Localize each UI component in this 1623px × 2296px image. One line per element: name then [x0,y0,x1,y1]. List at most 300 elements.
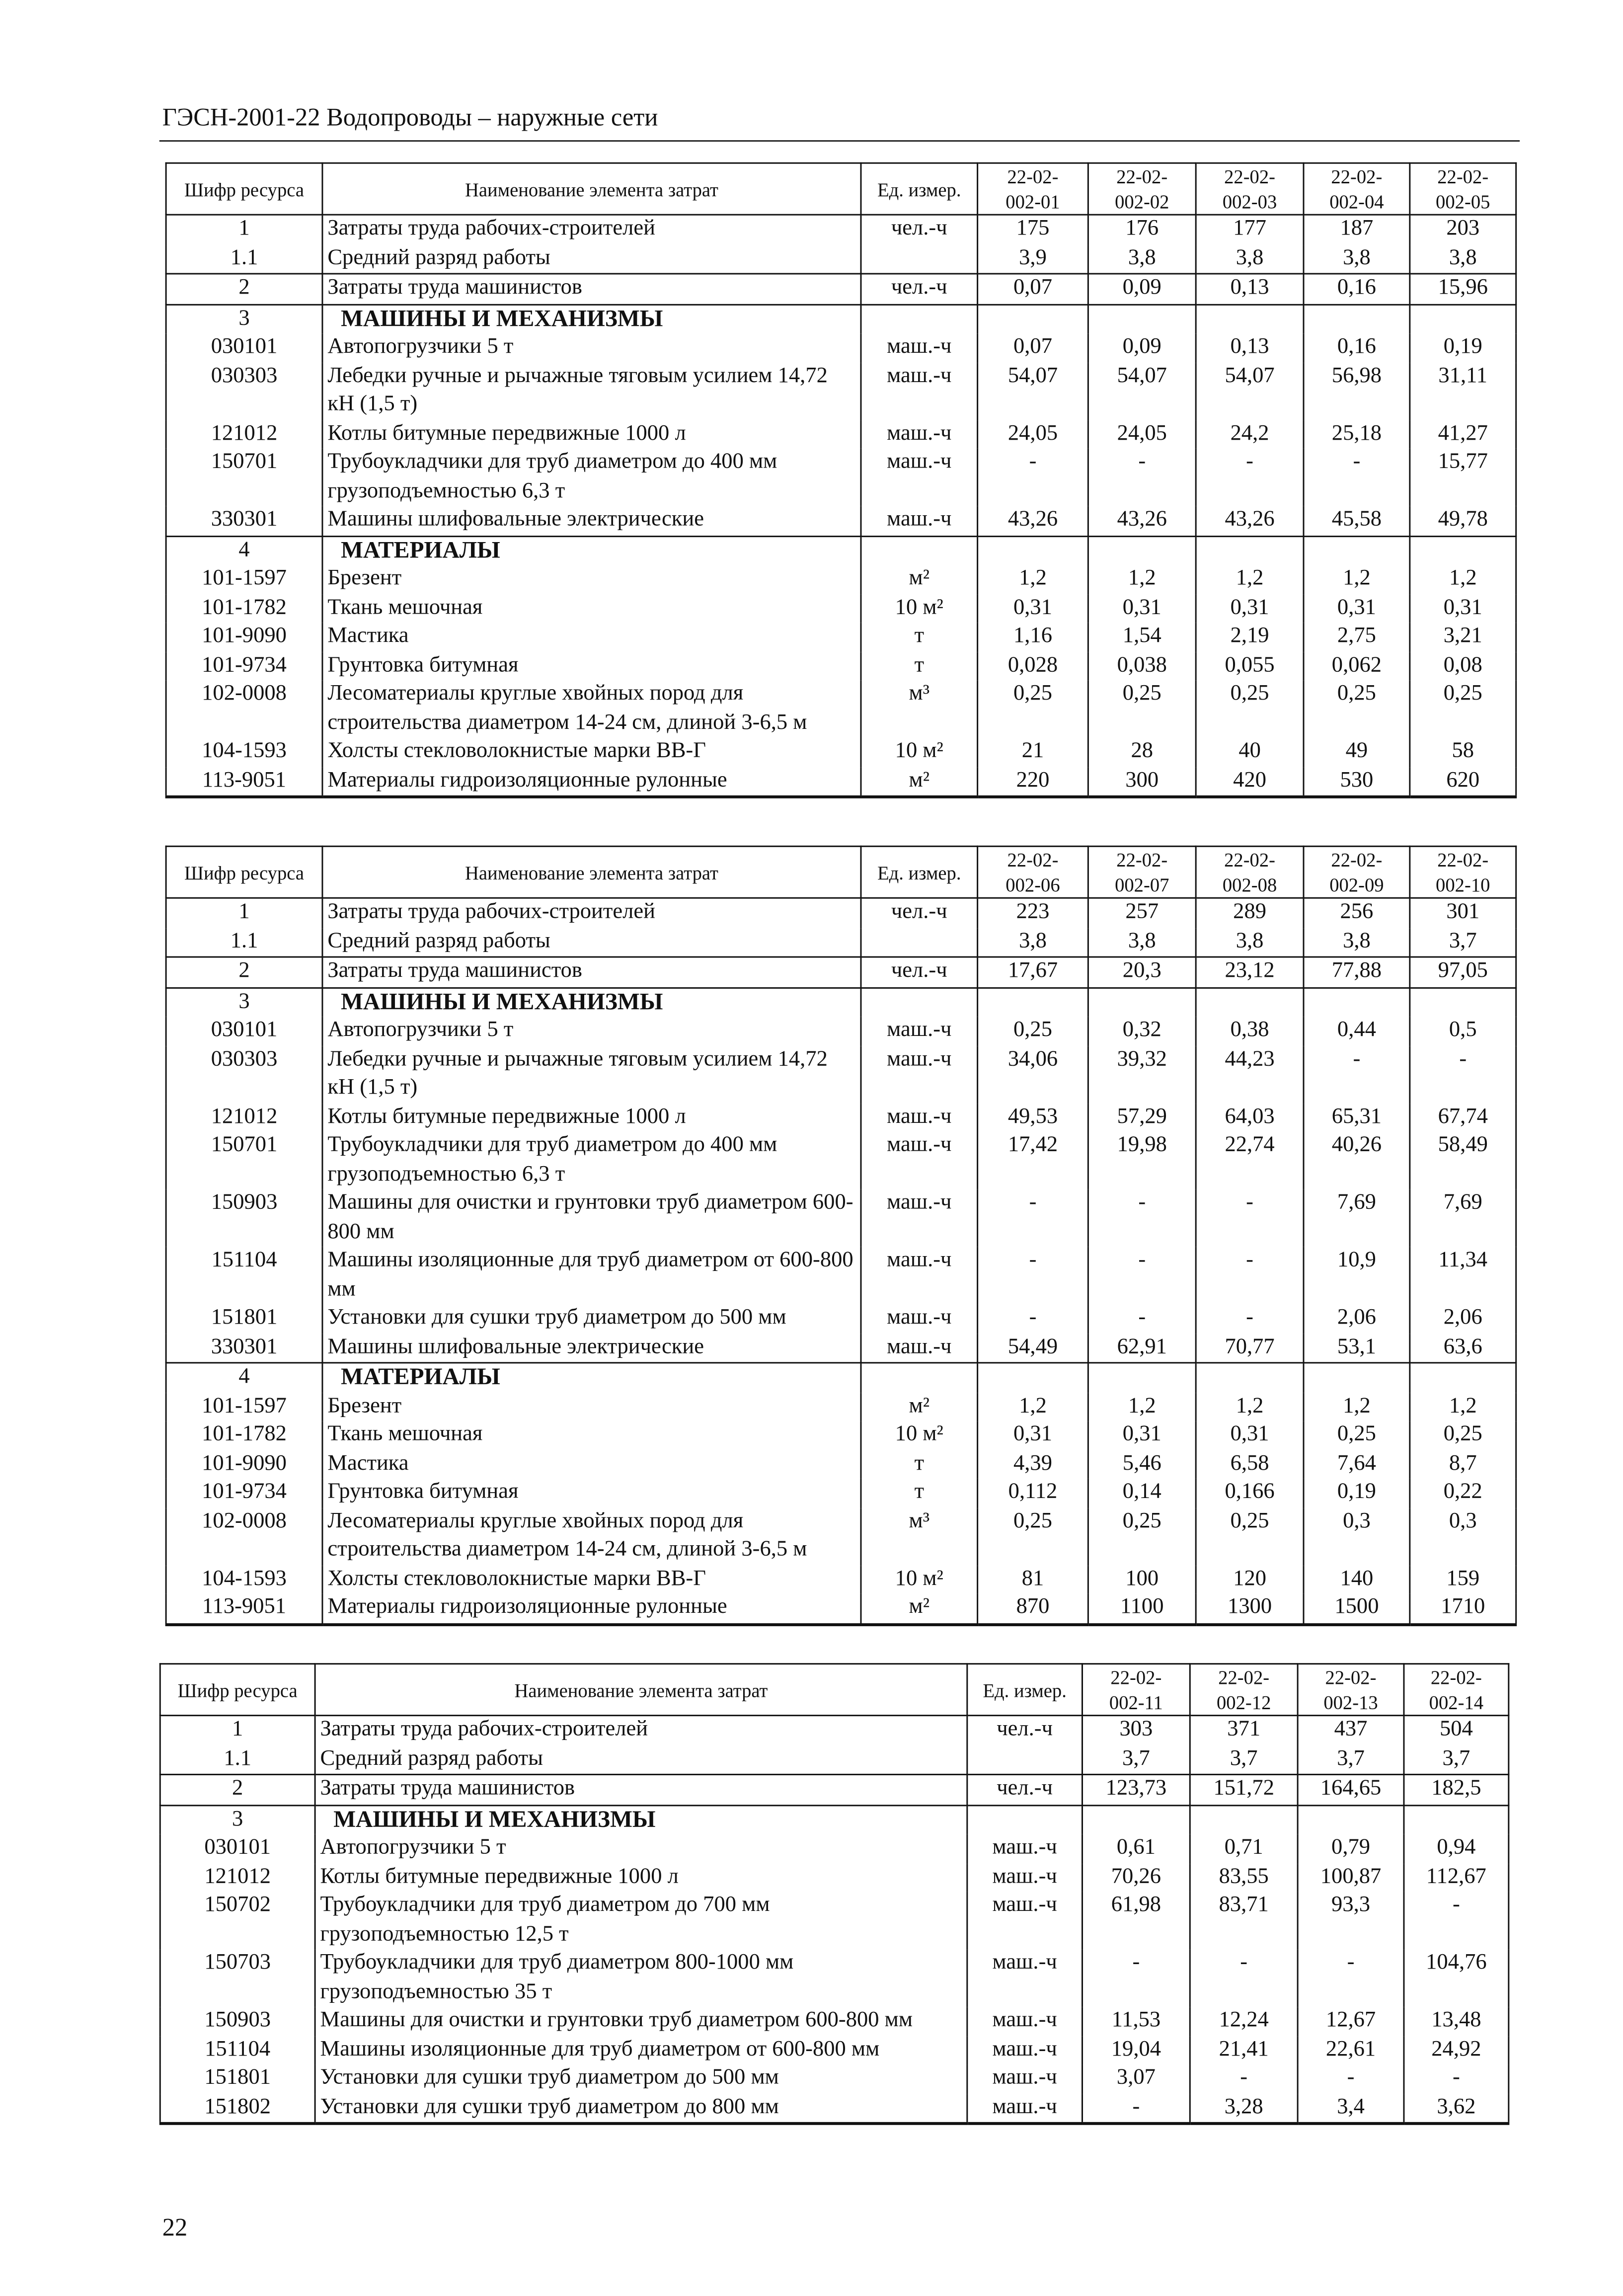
norm-value: - [1196,1247,1304,1305]
norm-value: 22,61 [1298,2036,1404,2064]
table-row [166,680,1516,738]
norm-value: 104,76 [1404,1949,1509,2007]
resource-code: 030101 [166,1017,322,1045]
cost-item-name: Автопогрузчики 5 т [315,1834,967,1863]
norm-value: 3,8 [1196,244,1304,274]
table-row [166,1450,1516,1479]
norm-value: 10,9 [1304,1247,1410,1305]
column-header: 22-02- 002-14 [1404,1664,1509,1716]
norm-value: - [1404,1892,1509,1950]
norm-value: 289 [1196,898,1304,927]
unit: маш.-ч [861,420,978,449]
cost-item-name: Затраты труда машинистов [322,957,861,987]
norm-value: 0,31 [978,594,1088,623]
table-row [166,420,1516,449]
unit: чел.-ч [967,1716,1082,1745]
norm-value [1190,1805,1298,1834]
norm-value: 0,038 [1088,651,1196,680]
norm-value: 12,24 [1190,2007,1298,2036]
norm-value: 17,67 [978,957,1088,987]
norm-value: - [1196,449,1304,506]
norm-value: 0,25 [1304,680,1410,738]
resource-code: 101-1782 [166,1421,322,1450]
cost-item-name: Машины для очистки и грунтовки труб диаметром 600-800 мм [315,2007,967,2036]
cost-item-name: МАТЕРИАЛЫ [322,1363,861,1392]
table-row [166,928,1516,957]
norm-value: 97,05 [1410,957,1516,987]
norm-value [1196,1363,1304,1392]
table-row [166,1045,1516,1103]
norm-value: 0,32 [1088,1017,1196,1045]
norm-value [1088,536,1196,565]
unit: маш.-ч [967,1863,1082,1892]
table-row [166,594,1516,623]
unit: маш.-ч [861,362,978,420]
resource-code: 1.1 [166,928,322,957]
cost-item-name: Котлы битумные передвижные 1000 л [322,420,861,449]
unit: маш.-ч [861,1017,978,1045]
resource-code: 102-0008 [166,1507,322,1565]
table-row [166,767,1516,797]
column-header: 22-02- 002-04 [1304,163,1410,215]
section-heading-row [160,1805,1509,1834]
norm-value: 3,21 [1410,623,1516,651]
norm-value: 3,07 [1082,2064,1190,2093]
section-heading-row [166,304,1516,333]
cost-item-name: Машины изоляционные для труб диаметром от 600-800 мм [315,2036,967,2064]
table-row [166,623,1516,651]
norm-value [978,536,1088,565]
norm-value: 256 [1304,898,1410,927]
table-row [166,333,1516,362]
unit: 10 м² [861,738,978,767]
norm-value: 870 [978,1594,1088,1624]
table-row [166,362,1516,420]
table-row [160,2007,1509,2036]
norm-value: 70,26 [1082,1863,1190,1892]
unit: маш.-ч [861,1304,978,1333]
norm-value: 54,07 [978,362,1088,420]
unit: чел.-ч [861,215,978,244]
norm-value: 1100 [1088,1594,1196,1624]
norm-value: 4,39 [978,1450,1088,1479]
norm-value: 63,6 [1410,1333,1516,1362]
table-header-row [160,1664,1509,1716]
resource-code: 121012 [166,1103,322,1132]
norm-value: 530 [1304,767,1410,797]
resource-code: 030303 [166,362,322,420]
norm-value: 65,31 [1304,1103,1410,1132]
unit: маш.-ч [861,1103,978,1132]
norm-value: 1,2 [1304,565,1410,594]
unit: маш.-ч [861,1247,978,1305]
norm-value: 0,94 [1404,1834,1509,1863]
norm-value: 3,8 [1410,244,1516,274]
unit: маш.-ч [967,2064,1082,2093]
norm-value: 3,7 [1404,1745,1509,1774]
norm-value: 437 [1298,1716,1404,1745]
norm-value: 303 [1082,1716,1190,1745]
norm-value: 0,09 [1088,333,1196,362]
norm-value: - [1190,1949,1298,2007]
unit [861,304,978,333]
unit: маш.-ч [967,1949,1082,2007]
resource-code: 121012 [166,420,322,449]
norm-value: 1,2 [978,565,1088,594]
norm-value: 0,71 [1190,1834,1298,1863]
resource-code: 150701 [166,1132,322,1189]
unit [861,987,978,1017]
norm-value: - [1404,2064,1509,2093]
table-row [160,1834,1509,1863]
column-header: 22-02- 002-07 [1088,846,1196,898]
cost-item-name: Холсты стекловолокнистые марки ВВ-Г [322,738,861,767]
table-row [160,1716,1509,1745]
unit: маш.-ч [967,1892,1082,1950]
norm-value: - [1082,2093,1190,2124]
unit: 10 м² [861,1421,978,1450]
header-rule [159,140,1520,142]
resource-code: 030303 [166,1045,322,1103]
norm-value: 20,3 [1088,957,1196,987]
cost-item-name: Установки для сушки труб диаметром до 500 мм [315,2064,967,2093]
cost-item-name: Затраты труда рабочих-строителей [322,898,861,927]
norm-value [1410,987,1516,1017]
resource-code: 1.1 [160,1745,315,1774]
cost-item-name: Средний разряд работы [322,928,861,957]
column-header: Наименование элемента затрат [315,1664,967,1716]
cost-item-name: Мастика [322,1450,861,1479]
norm-value: 0,44 [1304,1017,1410,1045]
norm-value: 0,3 [1410,1507,1516,1565]
norm-value: 21,41 [1190,2036,1298,2064]
norm-value: 34,06 [978,1045,1088,1103]
norm-value: 3,4 [1298,2093,1404,2124]
column-header: Наименование элемента затрат [322,846,861,898]
norm-value: 177 [1196,215,1304,244]
norm-value: 49 [1304,738,1410,767]
norm-value: 17,42 [978,1132,1088,1189]
table-header-row [166,846,1516,898]
norm-value: 43,26 [978,506,1088,536]
norm-value [1304,987,1410,1017]
cost-item-name: Машины шлифовальные электрические [322,1333,861,1362]
resource-code: 4 [166,536,322,565]
norm-value: 0,31 [1304,594,1410,623]
norm-value: 11,53 [1082,2007,1190,2036]
column-header: 22-02- 002-09 [1304,846,1410,898]
norm-value: 56,98 [1304,362,1410,420]
norm-value: - [1410,1045,1516,1103]
norm-value: 1,2 [1196,1392,1304,1421]
norm-value: 203 [1410,215,1516,244]
norm-value: 2,06 [1410,1304,1516,1333]
norm-value: 53,1 [1304,1333,1410,1362]
norm-value: - [978,1304,1088,1333]
resource-code: 1.1 [166,244,322,274]
cost-item-name: Брезент [322,565,861,594]
cost-item-name: Лебедки ручные и рычажные тяговым усилием 14,72 кН (1,5 т) [322,1045,861,1103]
norm-value: 62,91 [1088,1333,1196,1362]
resource-code: 151801 [160,2064,315,2093]
norm-value: 54,07 [1196,362,1304,420]
resource-code: 101-9734 [166,1479,322,1507]
resource-code: 104-1593 [166,738,322,767]
cost-item-name: Трубоукладчики для труб диаметром до 700 мм грузоподъемностью 12,5 т [315,1892,967,1950]
norm-value: 1,2 [1304,1392,1410,1421]
resource-code: 150703 [160,1949,315,2007]
norm-value: 28 [1088,738,1196,767]
norm-value: 0,028 [978,651,1088,680]
norm-value: 371 [1190,1716,1298,1745]
column-header: Ед. измер. [861,846,978,898]
norm-value [1298,1805,1404,1834]
norm-value: - [1082,1949,1190,2007]
norm-value: 0,31 [1088,1421,1196,1450]
unit: т [861,1479,978,1507]
cost-item-name: Трубоукладчики для труб диаметром до 400 мм грузоподъемностью 6,3 т [322,1132,861,1189]
resource-table-2 [165,846,1517,1626]
resource-code: 3 [160,1805,315,1834]
cost-item-name: Лебедки ручные и рычажные тяговым усилием 14,72 кН (1,5 т) [322,362,861,420]
cost-item-name: Ткань мешочная [322,594,861,623]
norm-value: - [1088,1189,1196,1247]
norm-value: 49,53 [978,1103,1088,1132]
unit: 10 м² [861,1565,978,1594]
norm-value: - [978,449,1088,506]
table-row [166,449,1516,506]
norm-value: 1500 [1304,1594,1410,1624]
section-heading-row [166,536,1516,565]
norm-value: 0,14 [1088,1479,1196,1507]
norm-value: 3,8 [1304,928,1410,957]
column-header: Шифр ресурса [166,163,322,215]
norm-value [1088,1363,1196,1392]
norm-value: 7,69 [1304,1189,1410,1247]
norm-value [1304,1363,1410,1392]
norm-value: 0,13 [1196,333,1304,362]
cost-item-name: Трубоукладчики для труб диаметром 800-1000 мм грузоподъемностью 35 т [315,1949,967,2007]
table-row [166,651,1516,680]
norm-value: 0,31 [1196,594,1304,623]
cost-item-name: Автопогрузчики 5 т [322,333,861,362]
norm-value: 31,11 [1410,362,1516,420]
norm-value: - [1304,1045,1410,1103]
resource-code: 113-9051 [166,767,322,797]
norm-value: 39,32 [1088,1045,1196,1103]
unit [967,1805,1082,1834]
norm-value: - [1190,2064,1298,2093]
norm-value: 0,31 [1196,1421,1304,1450]
resource-code: 150903 [166,1189,322,1247]
norm-value: - [1088,1304,1196,1333]
unit: чел.-ч [861,898,978,927]
norm-value: 0,25 [1088,680,1196,738]
norm-value: - [978,1189,1088,1247]
running-header: ГЭСН-2001-22 Водопроводы – наружные сети [162,103,658,132]
norm-value: 1710 [1410,1594,1516,1624]
norm-value [1410,536,1516,565]
norm-value: 0,5 [1410,1017,1516,1045]
resource-code: 150702 [160,1892,315,1950]
column-header: Ед. измер. [861,163,978,215]
norm-value: 43,26 [1088,506,1196,536]
norm-value: 1,2 [1088,565,1196,594]
norm-value: 2,19 [1196,623,1304,651]
norm-value: - [1088,449,1196,506]
norm-value: 41,27 [1410,420,1516,449]
norm-value: 1300 [1196,1594,1304,1624]
unit: т [861,623,978,651]
norm-value: 175 [978,215,1088,244]
norm-value: - [1196,1189,1304,1247]
norm-value: 15,96 [1410,274,1516,304]
unit: маш.-ч [967,2007,1082,2036]
norm-value: 187 [1304,215,1410,244]
norm-value: 83,71 [1190,1892,1298,1950]
cost-item-name: МАТЕРИАЛЫ [322,536,861,565]
norm-value: 13,48 [1404,2007,1509,2036]
resource-code: 150903 [160,2007,315,2036]
resource-code: 4 [166,1363,322,1392]
norm-value: 15,77 [1410,449,1516,506]
unit: маш.-ч [861,1333,978,1362]
norm-value: 40 [1196,738,1304,767]
cost-item-name: Материалы гидроизоляционные рулонные [322,767,861,797]
norm-value: 3,9 [978,244,1088,274]
unit: чел.-ч [861,274,978,304]
unit: м² [861,1594,978,1624]
page-number: 22 [162,2214,188,2242]
resource-code: 101-1782 [166,594,322,623]
column-header: 22-02- 002-03 [1196,163,1304,215]
table-row [166,1392,1516,1421]
cost-item-name: Установки для сушки труб диаметром до 800 мм [315,2093,967,2124]
norm-value: 3,7 [1410,928,1516,957]
norm-value: 67,74 [1410,1103,1516,1132]
resource-code: 151104 [166,1247,322,1305]
norm-value: 45,58 [1304,506,1410,536]
resource-code: 2 [166,957,322,987]
column-header: 22-02- 002-13 [1298,1664,1404,1716]
unit [861,244,978,274]
resource-code: 101-9090 [166,623,322,651]
norm-value: 0,09 [1088,274,1196,304]
unit [861,536,978,565]
norm-value: 21 [978,738,1088,767]
norm-value [1410,304,1516,333]
norm-value: 57,29 [1088,1103,1196,1132]
resource-code: 101-9734 [166,651,322,680]
norm-value [1304,304,1410,333]
norm-value: - [1304,449,1410,506]
unit: маш.-ч [861,1045,978,1103]
resource-code: 3 [166,304,322,333]
resource-table-3 [159,1663,1510,2125]
norm-value: 0,25 [1196,1507,1304,1565]
resource-code: 151802 [160,2093,315,2124]
column-header: Шифр ресурса [160,1664,315,1716]
table-row [166,1304,1516,1333]
norm-value: 1,2 [1410,1392,1516,1421]
norm-value: 420 [1196,767,1304,797]
cost-item-name: Холсты стекловолокнистые марки ВВ-Г [322,1565,861,1594]
resource-code: 151104 [160,2036,315,2064]
table-row [166,1507,1516,1565]
cost-item-name: Трубоукладчики для труб диаметром до 400 мм грузоподъемностью 6,3 т [322,449,861,506]
unit: маш.-ч [861,1189,978,1247]
cost-item-name: Затраты труда машинистов [322,274,861,304]
unit: маш.-ч [861,1132,978,1189]
norm-value: 164,65 [1298,1774,1404,1805]
norm-value: 2,06 [1304,1304,1410,1333]
norm-value: 0,38 [1196,1017,1304,1045]
cost-item-name: Машины изоляционные для труб диаметром от 600-800 мм [322,1247,861,1305]
resource-code: 1 [166,898,322,927]
norm-value: - [1298,2064,1404,2093]
norm-value [978,987,1088,1017]
unit [967,1745,1082,1774]
resource-code: 101-1597 [166,1392,322,1421]
unit: м³ [861,680,978,738]
table-row [166,957,1516,987]
norm-value: 43,26 [1196,506,1304,536]
norm-value: 1,2 [1196,565,1304,594]
section-heading-row [166,1363,1516,1392]
cost-item-name: Котлы битумные передвижные 1000 л [315,1863,967,1892]
table-row [160,1745,1509,1774]
table-row [166,1565,1516,1594]
norm-value: 70,77 [1196,1333,1304,1362]
resource-code: 2 [166,274,322,304]
norm-value: 3,62 [1404,2093,1509,2124]
resource-code: 2 [160,1774,315,1805]
norm-value [1196,987,1304,1017]
norm-value: 77,88 [1304,957,1410,987]
norm-value: 7,64 [1304,1450,1410,1479]
norm-value: - [1196,1304,1304,1333]
norm-value: 7,69 [1410,1189,1516,1247]
norm-value: 19,98 [1088,1132,1196,1189]
cost-item-name: Котлы битумные передвижные 1000 л [322,1103,861,1132]
norm-value: 81 [978,1565,1088,1594]
norm-value: 0,31 [1410,594,1516,623]
resource-code: 104-1593 [166,1565,322,1594]
table-row [166,1017,1516,1045]
table-row [166,244,1516,274]
norm-value: 301 [1410,898,1516,927]
norm-value: 3,8 [1088,244,1196,274]
norm-value: - [978,1247,1088,1305]
cost-item-name: Лесоматериалы круглые хвойных пород для строительства диаметром 14-24 см, длиной 3-6,5 м [322,1507,861,1565]
norm-value: 0,13 [1196,274,1304,304]
norm-value: 3,8 [1304,244,1410,274]
resource-table-1 [165,162,1517,798]
unit: чел.-ч [861,957,978,987]
norm-value: 0,25 [978,680,1088,738]
norm-value: 5,46 [1088,1450,1196,1479]
table-row [166,506,1516,536]
norm-value: 3,7 [1298,1745,1404,1774]
cost-item-name: Затраты труда машинистов [315,1774,967,1805]
cost-item-name: Затраты труда рабочих-строителей [322,215,861,244]
resource-code: 330301 [166,1333,322,1362]
norm-value: 0,07 [978,274,1088,304]
resource-code: 030101 [166,333,322,362]
norm-value [1082,1805,1190,1834]
norm-value: 12,67 [1298,2007,1404,2036]
column-header: Наименование элемента затрат [322,163,861,215]
